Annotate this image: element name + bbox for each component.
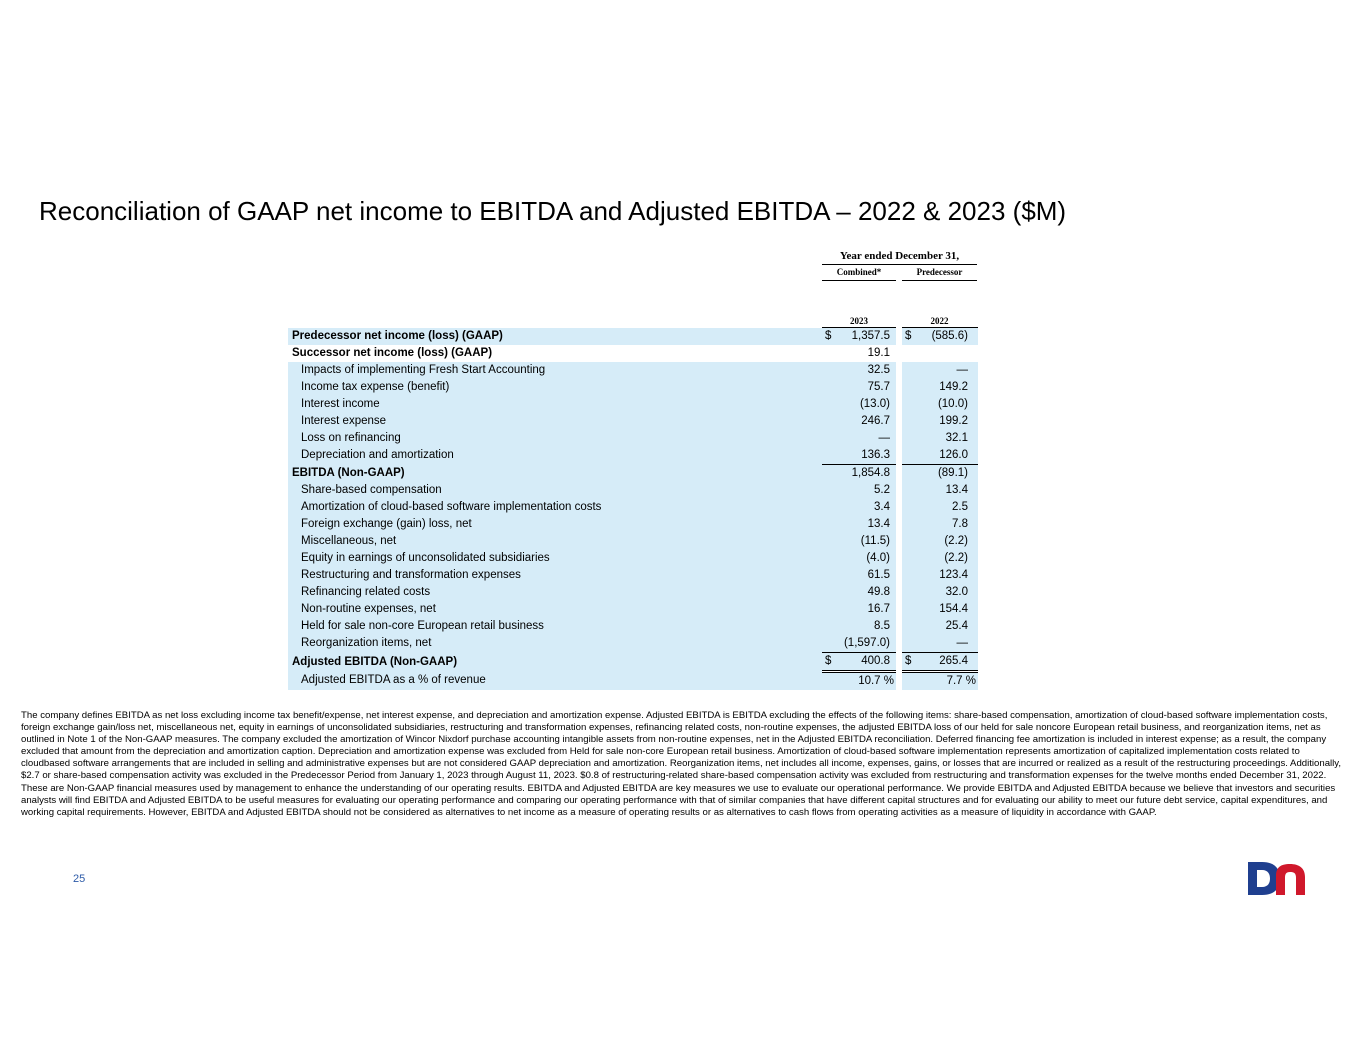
row-label: EBITDA (Non-GAAP) <box>288 465 822 483</box>
value-2022 <box>902 345 978 362</box>
row-label: Reorganization items, net <box>288 635 822 653</box>
page-number: 25 <box>73 873 86 885</box>
value-2022 <box>902 482 978 499</box>
footnote: The company defines EBITDA as net loss excluding income tax benefit/expense, net interest expense, and depreciation and amortization expense. Adjusted EBITDA is EBITDA excluding the effects of the following items: share-based compensation, amortization of cloud-based software implementation costs, foreign exchange gain/loss net, miscellaneous net, equity in earnings of unconsolidated subsidiaries, restructuring and transformation expenses, refinancing related costs, non-routine expenses, the adjusted EBITDA loss of our held for sale noncore European retail business, and reorganization items, net as outlined in Note 1 of the Non-GAAP measures. The company excluded the amortization of Wincor Nixdorf purchase accounting intangible assets from non-routine expenses, net in the Adjusted EBITDA reconciliation. Deferred financing fee amortization is included in interest expense; as a result, the company excluded that amount from the depreciation and amortization caption. Depreciation and amortization expense was excluded from Held for sale non-core European retail business. Amortization of cloud-based software implementation represents amortization of capitalized implementation costs related to cloudbased software arrangements that are included in selling and administrative expenses but are not considered GAAP depreciation and amortization. Reorganization items, net includes all income, expenses, gains, or losses that are incurred or realized as a result of the restructuring proceedings. Additionally, $2.7 or share-based compensation activity was excluded in the Predecessor Period from January 1, 2023 through August 11, 2023. $0.8 of restructuring-related share-based compensation activity was excluded from restructuring and transformation expenses for the twelve months ended December 31, 2022. These are Non-GAAP financial measures used by management to enhance the understanding of our operating results. EBITDA and Adjusted EBITDA are key measures we use to evaluate our operational performance. We provide EBITDA and Adjusted EBITDA because we believe that investors and securities analysts will find EBITDA and Adjusted EBITDA to be useful measures for evaluating our operating performance and comparing our operating performance with that of similar companies that have different capital structures and for evaluating our ability to meet our future debt service, capital expenditures, and working capital requirements. However, EBITDA and Adjusted EBITDA should not be considered as alternatives to net income as a measure of operating results or as alternatives to cash flows from operating activities as a measure of liquidity in accordance with GAAP. <box>21 710 1342 818</box>
cell-value: 246.7 <box>861 415 890 427</box>
value-2022 <box>902 601 978 618</box>
value-2023 <box>822 618 896 635</box>
value-2023 <box>822 550 896 567</box>
table-row <box>288 584 978 601</box>
cell-value: (585.6) <box>931 330 968 342</box>
cell-value: 123.4 <box>939 569 968 581</box>
cell-value: 1,357.5 <box>851 330 890 342</box>
row-label: Adjusted EBITDA (Non-GAAP) <box>288 653 822 672</box>
value-2023 <box>822 567 896 584</box>
value-2022 <box>902 550 978 567</box>
currency-symbol: $ <box>905 655 912 667</box>
reconciliation-table <box>288 327 978 690</box>
table-row <box>288 635 978 653</box>
table-row <box>288 447 978 465</box>
value-2022 <box>902 430 978 447</box>
period-header: Year ended December 31, <box>839 250 960 262</box>
value-2022 <box>902 672 978 691</box>
row-label: Share-based compensation <box>288 482 822 499</box>
value-2022 <box>902 635 978 653</box>
row-label: Amortization of cloud-based software implementation costs <box>288 499 822 516</box>
page-title: Reconciliation of GAAP net income to EBITDA and Adjusted EBITDA – 2022 & 2023 ($M) <box>39 196 1067 226</box>
value-2023 <box>822 465 896 483</box>
row-label: Non-routine expenses, net <box>288 601 822 618</box>
cell-value: 400.8 <box>861 655 890 667</box>
value-2022 <box>902 567 978 584</box>
col2-group-underline <box>902 280 977 281</box>
cell-value: 19.1 <box>867 347 890 359</box>
table-row <box>288 413 978 430</box>
cell-value: (89.1) <box>937 467 968 479</box>
row-label: Held for sale non-core European retail business <box>288 618 822 635</box>
cell-value: 1,854.8 <box>851 467 890 479</box>
cell-value: 7.7 % <box>946 675 976 687</box>
cell-value: — <box>956 637 968 649</box>
cell-value: 32.0 <box>945 586 968 598</box>
value-2022 <box>902 413 978 430</box>
table-row <box>288 430 978 447</box>
col2-group-header: Predecessor <box>916 267 963 277</box>
cell-value: 7.8 <box>952 518 968 530</box>
value-2022 <box>902 362 978 379</box>
value-2023 <box>822 584 896 601</box>
cell-value: 49.8 <box>867 586 890 598</box>
cell-value: 265.4 <box>939 655 968 667</box>
table-row <box>288 550 978 567</box>
col1-year-header: 2023 <box>850 316 868 326</box>
value-2022 <box>902 653 978 672</box>
row-label: Miscellaneous, net <box>288 533 822 550</box>
cell-value: 154.4 <box>939 603 968 615</box>
value-2023 <box>822 635 896 653</box>
cell-value: 10.7 % <box>858 675 894 687</box>
value-2023 <box>822 499 896 516</box>
cell-value: 13.4 <box>945 484 968 496</box>
cell-value: 126.0 <box>939 449 968 461</box>
row-label: Refinancing related costs <box>288 584 822 601</box>
row-label: Successor net income (loss) (GAAP) <box>292 347 493 359</box>
value-2023 <box>822 345 896 362</box>
cell-value: 149.2 <box>939 381 968 393</box>
value-2022 <box>902 533 978 550</box>
table-row <box>288 499 978 516</box>
cell-value: (2.2) <box>944 552 968 564</box>
table-row <box>288 516 978 533</box>
cell-value: 136.3 <box>861 449 890 461</box>
table-row <box>288 379 978 396</box>
row-label: Equity in earnings of unconsolidated subsidiaries <box>288 550 822 567</box>
row-label: Depreciation and amortization <box>288 447 822 465</box>
row-label: Loss on refinancing <box>288 430 822 447</box>
row-label: Income tax expense (benefit) <box>288 379 822 396</box>
col1-group-header: Combined* <box>836 267 882 277</box>
table-row <box>288 653 978 672</box>
cell-value: (10.0) <box>937 398 968 410</box>
cell-value: 13.4 <box>867 518 890 530</box>
cell-value: (1,597.0) <box>843 637 890 649</box>
row-label: Predecessor net income (loss) (GAAP) <box>288 328 822 346</box>
cell-value: 8.5 <box>874 620 890 632</box>
value-2022 <box>902 618 978 635</box>
cell-value: — <box>878 432 890 444</box>
value-2023 <box>822 396 896 413</box>
currency-symbol: $ <box>905 330 912 342</box>
table-row <box>288 362 978 379</box>
row-label: Restructuring and transformation expenses <box>288 567 822 584</box>
cell-value: 61.5 <box>867 569 890 581</box>
row-label: Foreign exchange (gain) loss, net <box>288 516 822 533</box>
value-2022 <box>902 584 978 601</box>
table-row <box>288 396 978 413</box>
cell-value: 25.4 <box>945 620 968 632</box>
value-2023 <box>822 379 896 396</box>
row-label: Adjusted EBITDA as a % of revenue <box>288 672 822 691</box>
table-row <box>288 328 978 346</box>
row-label: Interest income <box>288 396 822 413</box>
currency-symbol: $ <box>825 330 832 342</box>
table-row <box>288 533 978 550</box>
value-2023 <box>822 516 896 533</box>
value-2023 <box>822 672 896 691</box>
logo-d-shape <box>1248 862 1280 895</box>
cell-value: 5.2 <box>874 484 890 496</box>
value-2023 <box>822 447 896 465</box>
cell-value: 32.5 <box>867 364 890 376</box>
cell-value: 16.7 <box>867 603 890 615</box>
value-2022 <box>902 379 978 396</box>
cell-value: 2.5 <box>952 501 968 513</box>
cell-value: (13.0) <box>859 398 890 410</box>
value-2023 <box>822 533 896 550</box>
cell-value: 199.2 <box>939 415 968 427</box>
value-2023 <box>822 430 896 447</box>
value-2023 <box>822 362 896 379</box>
value-2023 <box>822 413 896 430</box>
col1-group-underline <box>822 280 896 281</box>
cell-value: (2.2) <box>944 535 968 547</box>
value-2023 <box>822 328 896 346</box>
table-row <box>288 567 978 584</box>
row-label: Impacts of implementing Fresh Start Accounting <box>288 362 822 379</box>
cell-value: — <box>956 364 968 376</box>
value-2022 <box>902 516 978 533</box>
period-underline <box>822 264 977 265</box>
currency-symbol: $ <box>825 655 832 667</box>
value-2022 <box>902 447 978 465</box>
cell-value: 3.4 <box>874 501 890 513</box>
row-label: Interest expense <box>288 413 822 430</box>
value-2022 <box>902 328 978 346</box>
value-2023 <box>822 482 896 499</box>
col2-year-header: 2022 <box>930 316 949 326</box>
value-2022 <box>902 465 978 483</box>
value-2022 <box>902 499 978 516</box>
table-row <box>288 618 978 635</box>
logo-n-shape <box>1276 864 1305 895</box>
cell-value: 32.1 <box>945 432 968 444</box>
table-row <box>288 601 978 618</box>
value-2022 <box>902 396 978 413</box>
cell-value: 75.7 <box>867 381 890 393</box>
table-row <box>288 672 978 691</box>
table-row <box>288 345 978 362</box>
table-row <box>288 482 978 499</box>
company-logo-icon <box>1248 862 1306 895</box>
cell-value: (4.0) <box>866 552 890 564</box>
table-row <box>288 465 978 483</box>
value-2023 <box>822 653 896 672</box>
cell-value: (11.5) <box>860 535 890 547</box>
value-2023 <box>822 601 896 618</box>
